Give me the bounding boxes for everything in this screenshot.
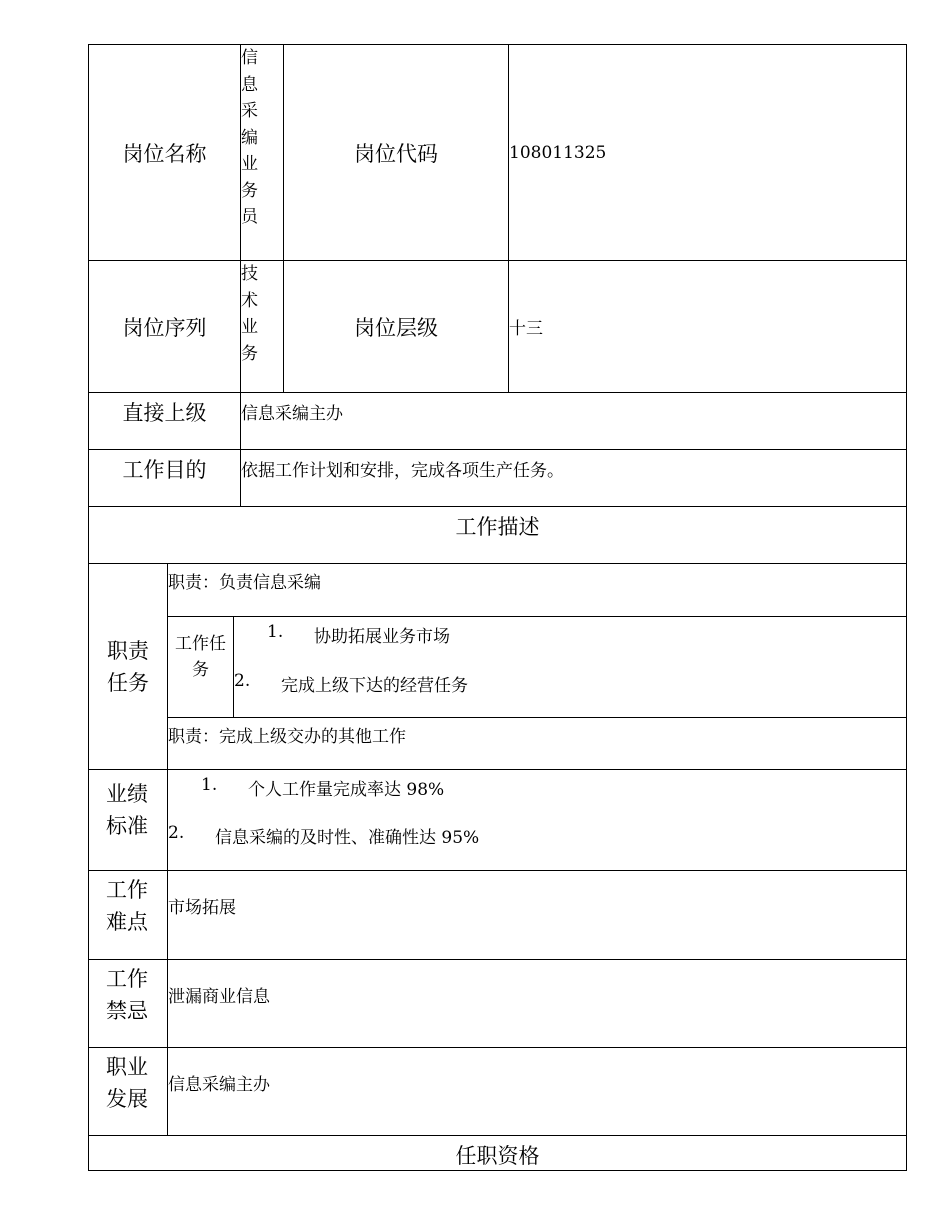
- post-series-label: 岗位序列: [88, 260, 241, 393]
- post-level-label: 岗位层级: [283, 260, 509, 393]
- post-name-label: 岗位名称: [88, 44, 241, 261]
- performance-item-2-text: 信息采编的及时性、准确性达 95%: [215, 828, 480, 848]
- task-label-cell: [167, 616, 234, 718]
- task-item-2-text: 完成上级下达的经营任务: [281, 676, 468, 696]
- superior-value: 信息采编主办: [240, 392, 907, 450]
- purpose-value: 依据工作计划和安排，完成各项生产任务。: [240, 449, 907, 507]
- task-item-2-number: 2.: [234, 671, 251, 691]
- post-level-value-cell: [508, 260, 907, 393]
- difficulty-label: 工作难点: [106, 878, 148, 934]
- performance-label-cell: [88, 769, 168, 871]
- task-item-1-text: 协助拓展业务市场: [314, 627, 450, 647]
- performance-item-1-text: 个人工作量完成率达 98%: [248, 780, 445, 800]
- post-code-value: 108011325: [509, 142, 607, 163]
- task-list-cell: [233, 616, 907, 718]
- post-level-value: 十三: [509, 319, 543, 339]
- job-description-form: [88, 44, 907, 1171]
- duty-2-title: 职责：完成上级交办的其他工作: [167, 717, 907, 770]
- duties-label-cell: [88, 563, 168, 770]
- task-label: 工作任务: [175, 634, 226, 680]
- purpose-label: 工作目的: [88, 449, 241, 507]
- post-code-value-cell: [508, 44, 907, 261]
- career-label-cell: [88, 1047, 168, 1136]
- duties-label: 职责任务: [107, 638, 149, 695]
- taboo-value: 泄漏商业信息: [167, 959, 907, 1048]
- performance-label: 业绩标准: [106, 782, 148, 838]
- performance-list-cell: [167, 769, 907, 871]
- post-name-value: 信息采编业务员: [241, 48, 258, 227]
- post-series-value-cell: [240, 260, 284, 393]
- taboo-label-cell: [88, 959, 168, 1048]
- taboo-label: 工作禁忌: [106, 967, 148, 1023]
- performance-item-2-number: 2.: [168, 823, 185, 843]
- superior-label: 直接上级: [88, 392, 241, 450]
- difficulty-label-cell: [88, 870, 168, 960]
- performance-item-1-number: 1.: [201, 775, 218, 795]
- difficulty-value: 市场拓展: [167, 870, 907, 960]
- career-label: 职业发展: [106, 1055, 148, 1111]
- career-value: 信息采编主办: [167, 1047, 907, 1136]
- post-series-value: 技术业务: [241, 264, 258, 364]
- task-item-1-number: 1.: [267, 622, 284, 642]
- qualification-header: 任职资格: [88, 1135, 907, 1171]
- post-code-label: 岗位代码: [283, 44, 509, 261]
- work-description-header: 工作描述: [88, 506, 907, 564]
- post-name-value-cell: [240, 44, 284, 261]
- duty-1-title: 职责：负责信息采编: [167, 563, 907, 617]
